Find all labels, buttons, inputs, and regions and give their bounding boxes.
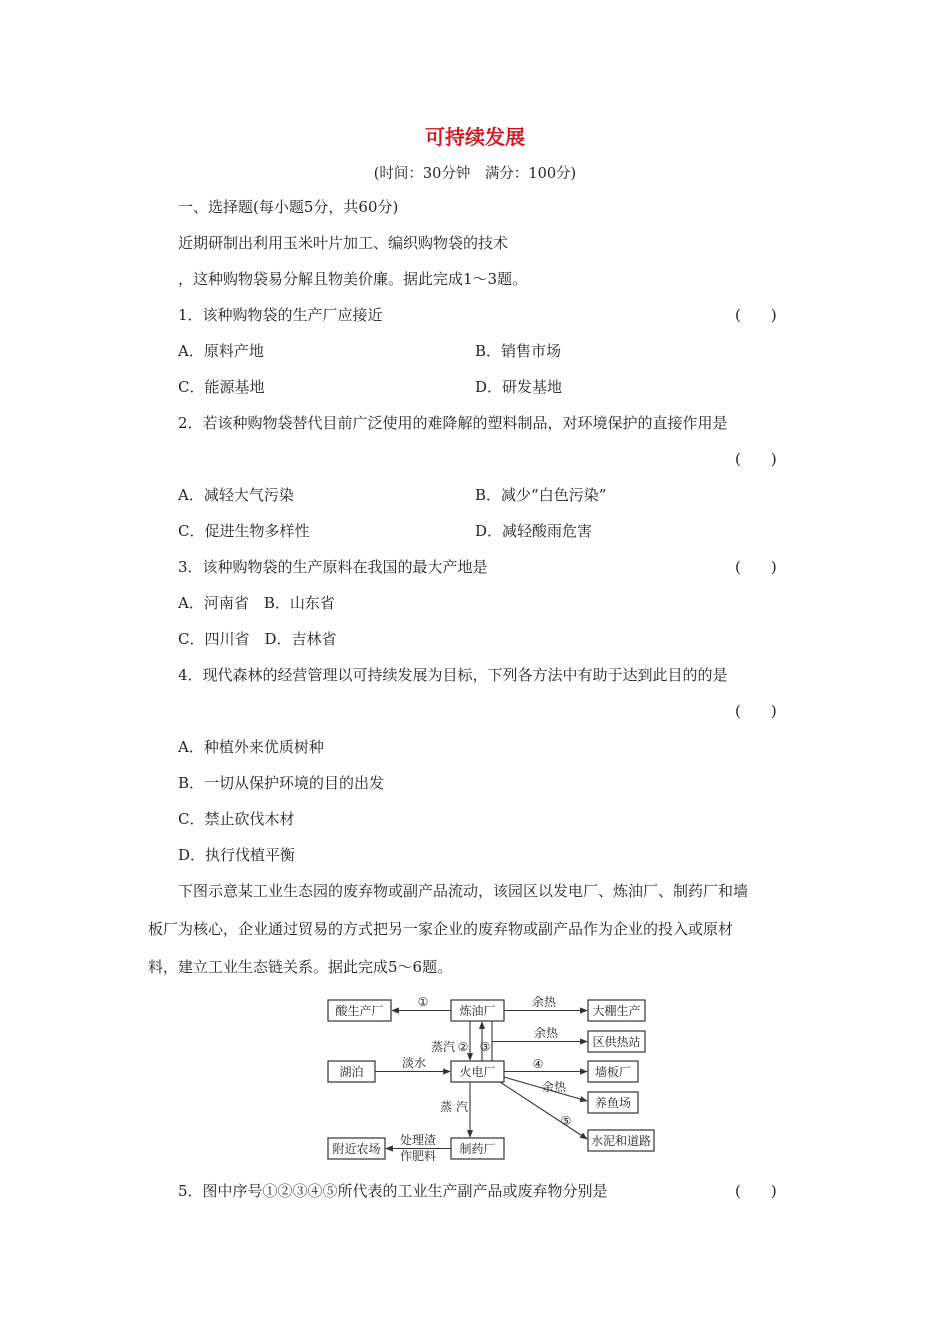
- label-steam-2b: 汽: [455, 1100, 469, 1114]
- question-1-option-b: B．销售市场: [475, 342, 562, 360]
- answer-bracket-1: ( ): [735, 306, 777, 324]
- passage1-line1: 近期研制出利用玉米叶片加工、编织购物袋的技术: [178, 234, 509, 252]
- marker-1: ①: [417, 995, 429, 1009]
- section-heading: 一、选择题(每小题5分，共60分): [178, 198, 399, 216]
- answer-bracket-3: ( ): [735, 558, 777, 576]
- question-3-option-cd: C．四川省 D．吉林省: [178, 630, 337, 648]
- label-residue-line1: 处理渣: [399, 1133, 437, 1147]
- marker-4: ④: [532, 1057, 544, 1071]
- question-4-option-b: B．一切从保护环境的目的出发: [178, 774, 385, 792]
- question-2-option-d: D．减轻酸雨危害: [475, 522, 593, 540]
- label-lake: 湖泊: [339, 1065, 364, 1079]
- label-acid-plant: 酸生产厂: [335, 1004, 384, 1018]
- industrial-ecopark-diagram: [320, 993, 660, 1165]
- question-1-option-a: A．原料产地: [178, 342, 264, 360]
- question-4-option-a: A．种植外来优质树种: [178, 738, 324, 756]
- question-2-option-c: C．促进生物多样性: [178, 522, 310, 540]
- label-greenhouse: 大棚生产: [592, 1004, 641, 1018]
- marker-2: ②: [457, 1040, 469, 1054]
- question-2-stem: 2．若该种购物袋替代目前广泛使用的难降解的塑料制品，对环境保护的直接作用是: [178, 414, 728, 432]
- question-4-option-d: D．执行伐植平衡: [178, 846, 296, 864]
- question-5-stem: 5．图中序号①②③④⑤所代表的工业生产副产品或废弃物分别是: [178, 1182, 608, 1200]
- marker-3: ③: [479, 1040, 491, 1054]
- label-waste-heat-2: 余热: [533, 1026, 559, 1040]
- label-steam-1: 蒸汽: [430, 1040, 456, 1054]
- question-1-option-c: C．能源基地: [178, 378, 265, 396]
- passage2-line3: 料，建立工业生态链关系。据此完成5～6题。: [148, 958, 453, 976]
- answer-bracket-4: ( ): [735, 702, 777, 720]
- passage2-line2: 板厂为核心，企业通过贸易的方式把另一家企业的废弃物或副产品作为企业的投入或原材: [148, 920, 734, 938]
- label-refinery: 炼油厂: [459, 1004, 496, 1018]
- marker-5: ⑤: [560, 1114, 572, 1128]
- question-3-stem: 3．该种购物袋的生产原料在我国的最大产地是: [178, 558, 488, 576]
- label-waste-heat-3: 余热: [541, 1080, 567, 1094]
- question-4-option-c: C．禁止砍伐木材: [178, 810, 295, 828]
- label-heating-station: 区供热站: [592, 1035, 641, 1049]
- label-fresh-water: 淡水: [401, 1056, 427, 1070]
- label-residue-line2: 作肥料: [399, 1149, 437, 1163]
- label-steam-2a: 蒸: [439, 1100, 453, 1114]
- label-power-plant: 火电厂: [459, 1065, 496, 1079]
- question-4-stem: 4．现代森林的经营管理以可持续发展为目标，下列各方法中有助于达到此目的的是: [178, 666, 728, 684]
- label-cement-road: 水泥和道路: [590, 1134, 652, 1148]
- exam-info: (时间：30分钟 满分：100分): [373, 166, 577, 182]
- question-1-option-d: D．研发基地: [475, 378, 563, 396]
- question-2-option-b: B．减少“白色污染”: [475, 486, 607, 504]
- passage2-line1: 下图示意某工业生态园的废弃物或副产品流动，该园区以发电厂、炼油厂、制药厂和墙: [178, 882, 749, 900]
- question-2-option-a: A．减轻大气污染: [178, 486, 294, 504]
- answer-bracket-2: ( ): [735, 450, 777, 468]
- question-3-option-ab: A．河南省 B．山东省: [178, 594, 335, 612]
- label-pharma-plant: 制药厂: [459, 1142, 496, 1156]
- page-title: 可持续发展: [425, 125, 525, 149]
- question-1-stem: 1．该种购物袋的生产厂应接近: [178, 306, 383, 324]
- label-waste-heat-1: 余热: [531, 995, 557, 1009]
- label-wallboard-plant: 墙板厂: [594, 1065, 632, 1079]
- label-nearby-farm: 附近农场: [332, 1142, 381, 1156]
- label-fish-farm: 养鱼场: [594, 1096, 632, 1110]
- passage1-line2: ，这种购物袋易分解且物美价廉。据此完成1～3题。: [178, 270, 528, 288]
- answer-bracket-5: ( ): [735, 1182, 777, 1200]
